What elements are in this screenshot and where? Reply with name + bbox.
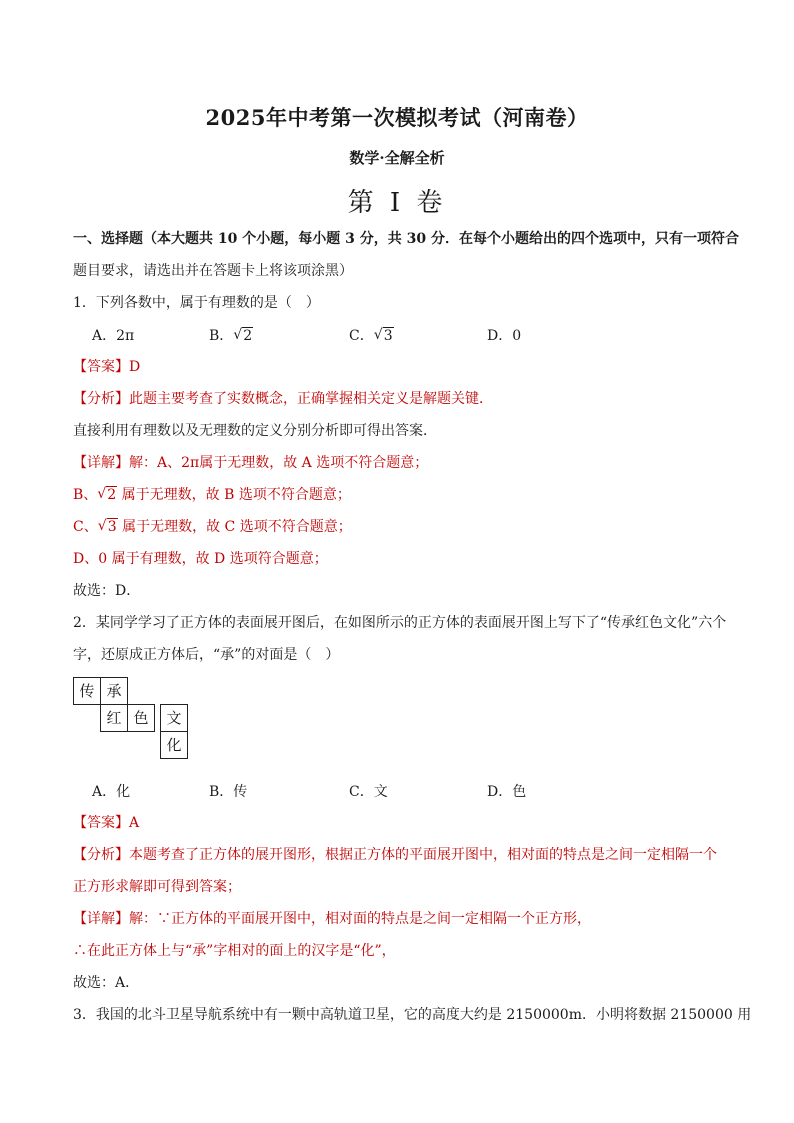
net-cell-5: 文 xyxy=(160,704,188,732)
q2-answer: 【答案】A xyxy=(73,815,140,831)
q1-detail-line3: C、√ 3 属于无理数，故 C 选项不符合题意； xyxy=(73,517,734,537)
q1-detail-line1: 【详解】解：A、2π属于无理数，故 A 选项不符合题意； xyxy=(73,455,429,471)
q1-option-d: D．0 xyxy=(487,328,522,344)
q2-analysis-line1: 【分析】本题考查了正方体的展开图形，根据正方体的平面展开图中，相对面的特点是之间一定相隔一个 xyxy=(73,847,717,863)
volume-heading: 第 I 卷 xyxy=(347,188,447,218)
q1-option-c: C．√ 3 xyxy=(349,325,394,345)
q2-stem-line1: 2．某同学学习了正方体的表面展开图后，在如图所示的正方体的表面展开图上写下了“传承红色文化”六个 xyxy=(73,615,727,631)
q1-conclusion: 故选：D． xyxy=(73,583,141,599)
q1-analysis: 【分析】此题主要考查了实数概念，正确掌握相关定义是解题关键． xyxy=(73,391,493,407)
q2-detail-line2: ∴在此正方体上与“承”字相对的面上的汉字是“化”， xyxy=(73,943,396,959)
net-cell-4: 色 xyxy=(127,704,155,732)
q1-answer: 【答案】D xyxy=(73,359,141,375)
q2-option-c: C．文 xyxy=(349,784,388,800)
q1-option-b: B．√ 2 xyxy=(209,325,253,345)
q1-detail-line2: B、√ 2 属于无理数，故 B 选项不符合题意； xyxy=(73,485,734,505)
sqrt-symbol: √ 3 xyxy=(98,517,118,537)
exam-title: 2025年中考第一次模拟考试（河南卷） xyxy=(205,105,589,130)
net-cell-2: 承 xyxy=(100,677,128,705)
section-instructions-line2: 题目要求，请选出并在答题卡上将该项涂黑） xyxy=(73,263,353,279)
sqrt-symbol: √ 2 xyxy=(97,485,117,505)
q2-option-a: A．化 xyxy=(92,784,131,800)
q2-option-d: D．色 xyxy=(487,784,527,800)
sqrt-symbol: √ 2 xyxy=(233,328,253,344)
q1-analysis-line2: 直接利用有理数以及无理数的定义分别分析即可得出答案． xyxy=(73,423,437,439)
q2-option-b: B．传 xyxy=(209,784,248,800)
q1-option-a: A．2π xyxy=(92,328,135,344)
q1-stem: 1．下列各数中，属于有理数的是（ ） xyxy=(73,295,320,311)
sqrt-symbol: √ 3 xyxy=(374,328,394,344)
q2-conclusion: 故选：A． xyxy=(73,975,140,991)
q1-detail-line4: D、0 属于有理数，故 D 选项符合题意； xyxy=(73,551,328,567)
net-cell-3: 红 xyxy=(100,704,128,732)
q2-stem-line2: 字，还原成正方体后，“承”的对面是（ ） xyxy=(73,647,340,663)
section-instructions-line1: 一、选择题（本大题共 10 个小题，每小题 3 分，共 30 分．在每个小题给出的四个选项中，只有一项符合 xyxy=(73,231,739,247)
exam-subtitle: 数学·全解全析 xyxy=(349,149,445,167)
q2-analysis-line2: 正方形求解即可得到答案； xyxy=(73,879,241,895)
net-cell-1: 传 xyxy=(73,677,101,705)
q2-detail-line1: 【详解】解：∵正方体的平面展开图中，相对面的特点是之间一定相隔一个正方形， xyxy=(73,911,591,927)
q3-stem: 3．我国的北斗卫星导航系统中有一颗中高轨道卫星，它的高度大约是 2150000m．小明将数据 2150000 用 xyxy=(73,1007,752,1023)
net-cell-6: 化 xyxy=(160,731,188,759)
